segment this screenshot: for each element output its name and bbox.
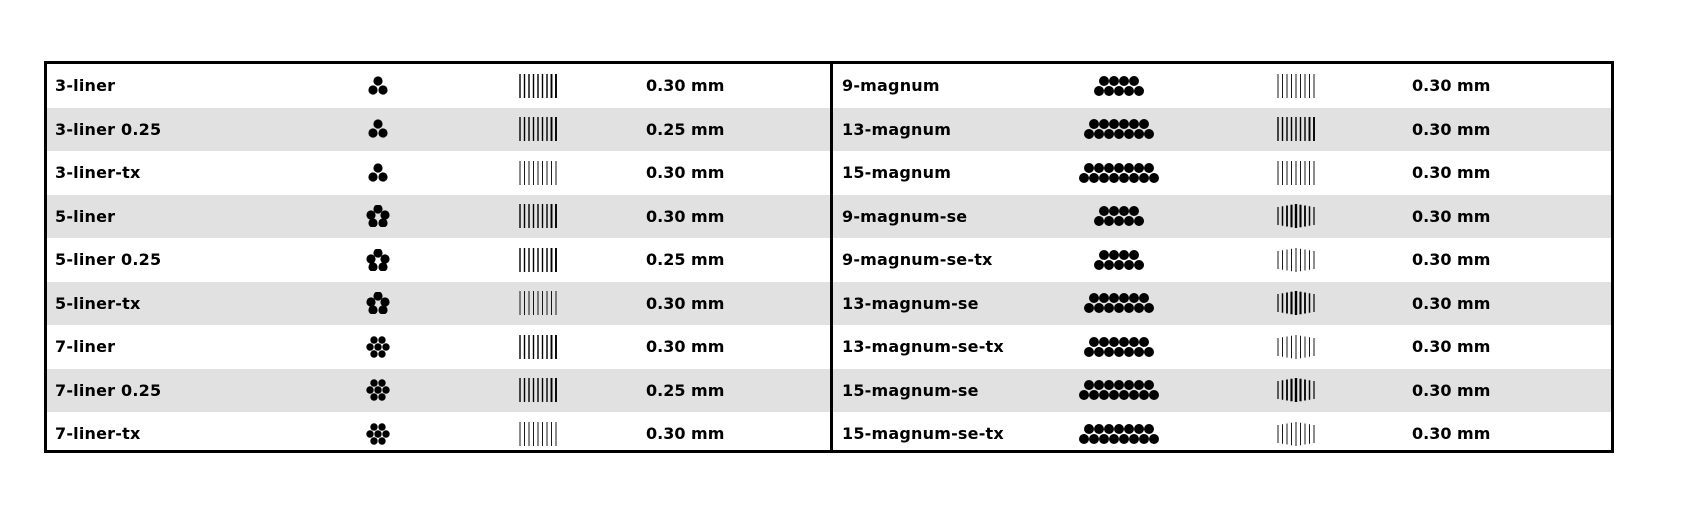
needle-dot [1114,163,1124,173]
needle-dot [1109,119,1119,129]
needle-dot [1114,86,1124,96]
needle-dot [1124,216,1134,226]
needle-dot [374,343,381,350]
configuration-name: 3-liner-tx [55,163,141,183]
configuration-name: 9-magnum-se [842,206,968,226]
needle-dot [380,211,389,220]
table-row [833,64,1611,108]
needle-dot [378,172,387,181]
needle-line-pattern-icon [518,116,560,142]
needle-dot [1129,390,1139,400]
needle-dot [1104,163,1114,173]
table-row [47,64,830,108]
needle-dot [1114,424,1124,434]
needle-dot [1119,390,1129,400]
needle-line-pattern-icon [518,247,560,273]
needle-grouping [363,108,393,152]
needle-dot [1144,163,1154,173]
needle-line-pattern-icon [1276,377,1318,403]
needle-dot [1094,424,1104,434]
needle-dot [1109,293,1119,303]
needle-dot [378,85,387,94]
needle-dot [1134,260,1144,270]
needle-dot [1129,250,1139,260]
needle-dot [1129,206,1139,216]
needle-dot [368,219,377,228]
needle-line-pattern [518,325,560,369]
needle-dot [378,394,385,401]
liner-grouping-icon [366,336,390,358]
magnum-grouping-icon [1083,292,1155,314]
needle-dot [1129,76,1139,86]
liner-grouping-icon [366,379,390,401]
magnum-table [833,64,1611,450]
table-row [833,325,1611,369]
needle-dot [1119,173,1129,183]
needle-grouping [363,238,393,282]
needle-grouping [1059,64,1179,108]
needle-line-pattern [1276,369,1318,413]
needle-grouping [363,151,393,195]
needle-diameter: 0.25 mm [646,119,725,139]
needle-dot [378,129,387,138]
needle-diameter: 0.30 mm [1412,76,1491,96]
configuration-name: 7-liner 0.25 [55,380,162,400]
needle-diameter: 0.30 mm [646,337,725,357]
magnum-grouping-icon [1093,75,1145,97]
needle-dot [366,254,375,263]
needle-dot [378,350,385,357]
needle-diameter: 0.30 mm [646,163,725,183]
needle-diameter: 0.30 mm [1412,337,1491,357]
needle-grouping [363,325,393,369]
needle-dot [1124,347,1134,357]
configuration-name: 9-magnum [842,76,940,96]
needle-dot [373,205,382,214]
needle-dot [1134,86,1144,96]
needle-dot [1129,119,1139,129]
needle-dot [1149,390,1159,400]
needle-dot [378,423,385,430]
magnum-grouping-icon [1093,249,1145,271]
configuration-name: 15-magnum [842,163,952,183]
needle-dot [1094,163,1104,173]
needle-grouping [1059,108,1179,152]
configuration-name: 9-magnum-se-tx [842,250,993,270]
needle-line-pattern [518,108,560,152]
needle-dot [1109,390,1119,400]
needle-dot [1114,260,1124,270]
needle-dot [1119,337,1129,347]
needle-dot [1139,173,1149,183]
configuration-name: 15-magnum-se-tx [842,424,1004,444]
needle-line-pattern [518,238,560,282]
needle-dot [1134,129,1144,139]
needle-grouping [363,369,393,413]
needle-diameter: 0.30 mm [1412,163,1491,183]
needle-dot [1139,434,1149,444]
needle-dot [1099,76,1109,86]
configuration-name: 15-magnum-se [842,380,979,400]
table-row [47,412,830,456]
needle-dot [1124,163,1134,173]
configuration-name: 5-liner 0.25 [55,250,162,270]
needle-line-pattern [1276,108,1318,152]
needle-dot [382,343,389,350]
needle-dot [366,298,375,307]
needle-line-pattern-icon [518,160,560,186]
needle-line-pattern [1276,412,1318,456]
needle-dot [1124,86,1134,96]
magnum-grouping-icon [1083,118,1155,140]
table-row [47,325,830,369]
needle-dot [1109,206,1119,216]
needle-dot [1089,293,1099,303]
configuration-name: 7-liner-tx [55,424,141,444]
needle-line-pattern-icon [1276,421,1318,447]
needle-dot [373,163,382,172]
needle-dot [378,380,385,387]
needle-dot [1139,293,1149,303]
needle-dot [378,262,387,271]
needle-diameter: 0.25 mm [646,250,725,270]
needle-diameter: 0.30 mm [1412,424,1491,444]
table-row [47,238,830,282]
needle-dot [1104,260,1114,270]
needle-dot [1094,347,1104,357]
needle-diameter: 0.30 mm [646,293,725,313]
configuration-name: 3-liner 0.25 [55,119,162,139]
needle-line-pattern [1276,151,1318,195]
needle-diameter: 0.30 mm [1412,206,1491,226]
table-row [833,151,1611,197]
needle-dot [1109,434,1119,444]
liner-grouping-icon [366,205,390,227]
needle-grouping [1059,282,1179,326]
needle-line-pattern [518,195,560,239]
needle-dot [368,262,377,271]
needle-dot [1099,434,1109,444]
needle-dot [1099,337,1109,347]
needle-dot [1134,347,1144,357]
needle-dot [1114,347,1124,357]
needle-dot [1099,390,1109,400]
needle-dot [1084,303,1094,313]
needle-dot [1144,303,1154,313]
table-row [47,282,830,326]
needle-dot [380,298,389,307]
needle-dot [374,387,381,394]
needle-dot [1094,303,1104,313]
needle-dot [1119,206,1129,216]
table-row [47,369,830,413]
needle-dot [382,430,389,437]
needle-dot [378,336,385,343]
needle-dot [1114,380,1124,390]
needle-dot [1109,173,1119,183]
needle-dot [1079,434,1089,444]
needle-dot [370,394,377,401]
needle-line-pattern [1276,325,1318,369]
needle-line-pattern-icon [1276,203,1318,229]
needle-dot [382,387,389,394]
needle-dot [1129,293,1139,303]
configuration-name: 13-magnum [842,119,952,139]
needle-dot [366,430,373,437]
needle-dot [1089,390,1099,400]
needle-dot [1084,163,1094,173]
liner-grouping-icon [366,162,390,184]
table-row [833,238,1611,282]
needle-dot [378,437,385,444]
needle-dot [373,120,382,129]
needle-dot [370,437,377,444]
table-row [47,195,830,239]
needle-grouping [363,64,393,108]
needle-line-pattern-icon [518,203,560,229]
needle-dot [1114,216,1124,226]
needle-dot [1124,303,1134,313]
needle-line-pattern-icon [518,377,560,403]
needle-diameter: 0.30 mm [1412,293,1491,313]
needle-dot [370,380,377,387]
needle-line-pattern-icon [1276,334,1318,360]
needle-dot [1104,303,1114,313]
needle-dot [1084,380,1094,390]
configuration-name: 13-magnum-se-tx [842,337,1004,357]
needle-line-pattern-icon [1276,73,1318,99]
needle-dot [1079,390,1089,400]
needle-dot [1104,380,1114,390]
needle-dot [1089,337,1099,347]
table-row [47,151,830,195]
liner-grouping-icon [366,75,390,97]
needle-dot [1134,216,1144,226]
needle-dot [373,292,382,301]
needle-grouping [1059,238,1179,282]
needle-grouping [1059,325,1179,369]
needle-dot [1149,434,1159,444]
needle-line-pattern [1276,64,1318,108]
needle-dot [1124,380,1134,390]
configuration-name: 5-liner [55,206,116,226]
needle-dot [1134,424,1144,434]
needle-dot [368,306,377,315]
needle-dot [366,387,373,394]
needle-line-pattern [1276,195,1318,239]
needle-diameter: 0.30 mm [646,206,725,226]
needle-line-pattern-icon [518,290,560,316]
needle-dot [1144,380,1154,390]
needle-dot [1144,347,1154,357]
table-row [833,108,1611,152]
configuration-name: 7-liner [55,337,116,357]
needle-grouping [363,412,393,456]
configuration-name: 3-liner [55,76,116,96]
needle-dot [1134,380,1144,390]
needle-grouping [1059,195,1179,239]
needle-dot [1144,424,1154,434]
needle-dot [1129,434,1139,444]
table-row [833,369,1611,413]
needle-line-pattern [518,64,560,108]
needle-dot [1099,173,1109,183]
needle-dot [1119,119,1129,129]
magnum-grouping-icon [1093,205,1145,227]
needle-line-pattern-icon [1276,160,1318,186]
needle-dot [1109,250,1119,260]
needle-dot [368,172,377,181]
needle-dot [1099,119,1109,129]
needle-diameter: 0.30 mm [1412,250,1491,270]
table-row [833,282,1611,326]
needle-dot [1089,434,1099,444]
needle-diameter: 0.30 mm [1412,119,1491,139]
needle-dot [1099,250,1109,260]
needle-dot [1079,173,1089,183]
needle-dot [1099,206,1109,216]
needle-dot [1129,173,1139,183]
needle-dot [1109,337,1119,347]
table-row [833,412,1611,456]
needle-grouping [1059,412,1179,456]
needle-dot [373,249,382,258]
needle-dot [1114,303,1124,313]
configuration-name: 13-magnum-se [842,293,979,313]
needle-dot [1104,424,1114,434]
needle-dot [378,219,387,228]
needle-dot [1094,380,1104,390]
needle-dot [370,350,377,357]
needle-diameter: 0.30 mm [1412,380,1491,400]
needle-line-pattern [518,412,560,456]
needle-dot [380,254,389,263]
needle-dot [1094,216,1104,226]
needle-dot [1104,216,1114,226]
needle-dot [366,343,373,350]
magnum-grouping-icon [1083,336,1155,358]
needle-dot [370,336,377,343]
needle-line-pattern [1276,238,1318,282]
needle-dot [366,211,375,220]
needle-dot [1084,129,1094,139]
needle-line-pattern-icon [1276,247,1318,273]
liner-grouping-icon [366,118,390,140]
needle-dot [1139,390,1149,400]
needle-dot [1149,173,1159,183]
needle-dot [368,85,377,94]
needle-dot [1084,347,1094,357]
needle-line-pattern-icon [1276,290,1318,316]
needle-dot [1089,173,1099,183]
needle-dot [1124,424,1134,434]
needle-dot [373,76,382,85]
needle-dot [1109,76,1119,86]
liner-grouping-icon [366,292,390,314]
needle-grouping [363,195,393,239]
configuration-name: 5-liner-tx [55,293,141,313]
liner-grouping-icon [366,423,390,445]
needle-dot [1119,250,1129,260]
needle-dot [1089,119,1099,129]
needle-diameter: 0.30 mm [646,76,725,96]
needle-line-pattern-icon [518,421,560,447]
needle-dot [374,430,381,437]
needle-line-pattern-icon [518,334,560,360]
magnum-grouping-icon [1078,423,1160,445]
needle-dot [1139,337,1149,347]
needle-dot [1104,347,1114,357]
needle-dot [1124,129,1134,139]
liner-grouping-icon [366,249,390,271]
needle-grouping [1059,151,1179,195]
needle-dot [1129,337,1139,347]
needle-line-pattern [518,282,560,326]
needle-dot [1134,163,1144,173]
needle-dot [378,306,387,315]
needle-dot [368,129,377,138]
needle-line-pattern [1276,282,1318,326]
needle-configuration-table [44,61,1614,453]
needle-dot [1144,129,1154,139]
needle-dot [1114,129,1124,139]
needle-line-pattern-icon [1276,116,1318,142]
needle-dot [1119,76,1129,86]
needle-dot [1094,86,1104,96]
table-row [833,195,1611,239]
needle-grouping [1059,369,1179,413]
needle-dot [1084,424,1094,434]
needle-dot [1094,129,1104,139]
needle-dot [1134,303,1144,313]
needle-diameter: 0.30 mm [646,424,725,444]
magnum-grouping-icon [1078,379,1160,401]
needle-dot [1119,293,1129,303]
needle-dot [1099,293,1109,303]
needle-dot [1104,129,1114,139]
needle-line-pattern [518,151,560,195]
needle-dot [1104,86,1114,96]
needle-dot [1094,260,1104,270]
needle-dot [1139,119,1149,129]
needle-dot [1119,434,1129,444]
needle-dot [370,423,377,430]
needle-dot [1124,260,1134,270]
needle-diameter: 0.25 mm [646,380,725,400]
liner-table [47,64,833,450]
table-row [47,108,830,152]
needle-line-pattern [518,369,560,413]
magnum-grouping-icon [1078,162,1160,184]
needle-grouping [363,282,393,326]
needle-line-pattern-icon [518,73,560,99]
